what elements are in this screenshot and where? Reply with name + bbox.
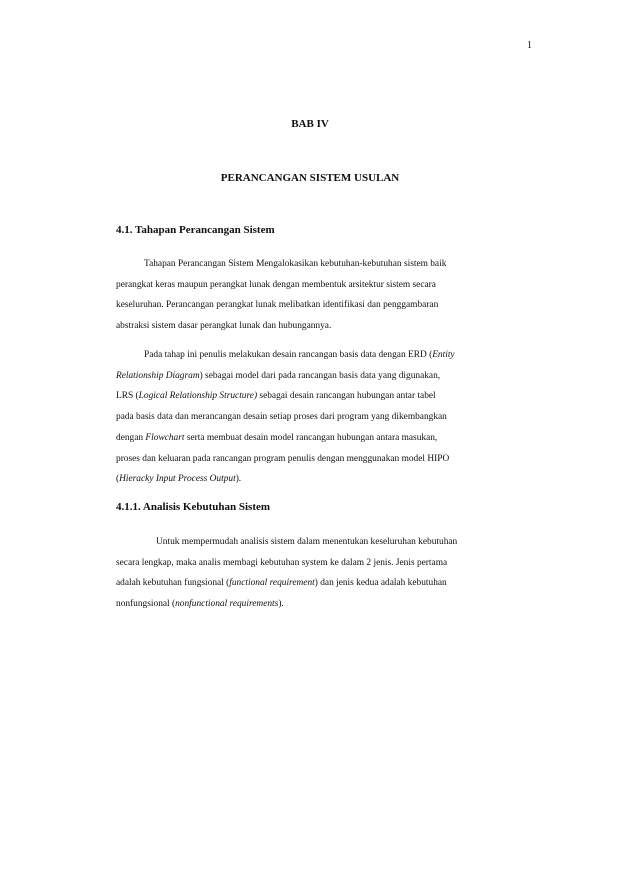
text-run: sebagai desain rancangan hubungan antar tabel (257, 391, 436, 402)
subsection-paragraph (116, 532, 508, 615)
paragraph-line: proses dan keluaran pada rancangan program penulis dengan menggunakan model HIPO (116, 453, 450, 464)
page-number: 1 (527, 40, 532, 51)
italic-term: Logical Relationship Structure) (138, 391, 258, 402)
paragraph-line (116, 573, 508, 594)
paragraph-line (116, 428, 508, 449)
subsection-heading: 4.1.1. Analisis Kebutuhan Sistem (116, 501, 271, 513)
section-heading: 4.1. Tahapan Perancangan Sistem (116, 224, 275, 236)
paragraph-line: abstraksi sistem dasar perangkat lunak dan hubungannya. (116, 321, 332, 332)
paragraph-line (116, 469, 508, 490)
text-run: ). (235, 474, 242, 485)
text-run: serta membuat desain model rancangan hubungan antara masukan, (184, 432, 438, 443)
paragraph-line: Tahapan Perancangan Sistem Mengalokasikan kebutuhan-kebutuhan sistem baik (144, 259, 447, 269)
paragraph-line: perangkat keras maupun perangkat lunak dengan membentuk arsitektur sistem secara (116, 279, 436, 290)
paragraph-line (116, 366, 508, 387)
text-run: ). (278, 599, 284, 610)
italic-term: Flowchart (145, 432, 185, 443)
paragraph-line (116, 345, 508, 366)
italic-term: nonfunctional requirements (175, 599, 279, 610)
section-paragraph-2 (116, 345, 508, 490)
italic-term: functional requirement (229, 578, 315, 589)
text-run: adalah kebutuhan fungsional ( (116, 578, 230, 589)
paragraph-line: secara lengkap, maka analis membagi kebutuhan system ke dalam 2 jenis. Jenis pertama (116, 557, 448, 568)
section-paragraph-1 (116, 254, 508, 337)
italic-term: Entity (432, 350, 455, 360)
paragraph-line (116, 594, 508, 615)
italic-term: Hieracky Input Process Output (119, 474, 236, 485)
text-run: Pada tahap ini penulis melakukan desain rancangan basis data dengan ERD ( (144, 350, 433, 360)
text-run: ) dan jenis kedua adalah kebutuhan (314, 578, 447, 589)
text-run: dengan (116, 432, 146, 443)
chapter-heading: BAB IV (291, 118, 329, 130)
text-run: ( (116, 474, 120, 485)
text-run: LRS ( (116, 391, 139, 402)
chapter-title: PERANCANGAN SISTEM USULAN (220, 172, 400, 184)
paragraph-line: Untuk mempermudah analisis sistem dalam menentukan keseluruhan kebutuhan (156, 537, 458, 547)
italic-term: Relationship Diagram (116, 370, 200, 381)
paragraph-line: pada basis data dan merancangan desain setiap proses dari program yang dikembangkan (116, 412, 447, 423)
paragraph-line (116, 386, 508, 407)
text-run: ) sebagai model dari pada rancangan basis data yang digunakan, (199, 370, 441, 381)
text-run: nonfungsional ( (116, 599, 176, 610)
paragraph-line: keseluruhan. Perancangan perangkat lunak melibatkan identifikasi dan penggambaran (116, 300, 439, 311)
